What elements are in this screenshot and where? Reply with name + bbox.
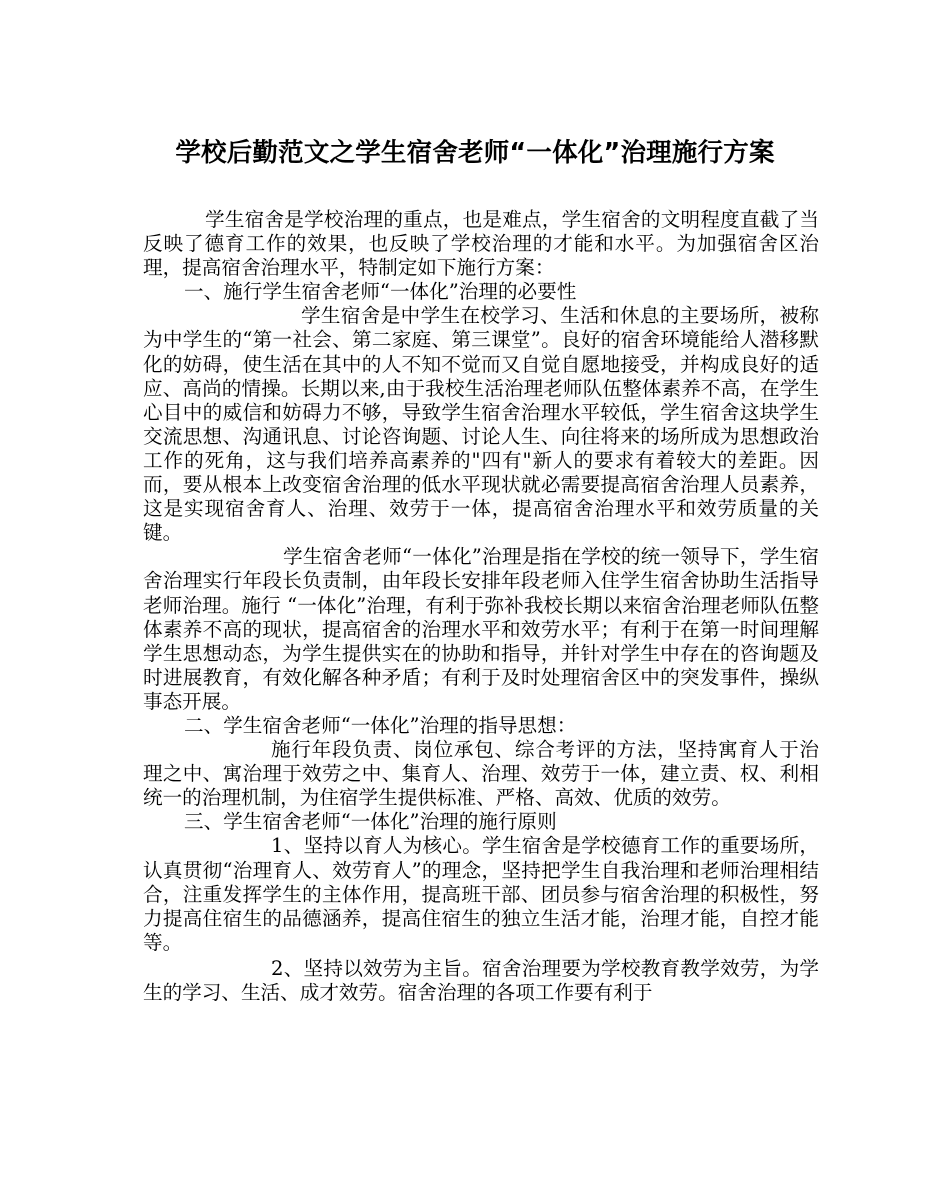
section-2-heading: 二、学生宿舍老师“一体化”治理的指导思想： [184,713,577,737]
section-1-paragraph-2: 学生宿舍老师“一体化”治理是指在学校的统一领导下，学生宿舍治理实行年段长负责制，由年段长安排年段老师入住学生宿舍协助生活指导老师治理。施行 “一体化”治理，有利于弥补我校长期以来宿舍治理老师队伍整体素养不高的现状，提高宿舍的治理水平和效劳水平；有利于在第一时间理解学生思想动态，为学生提供实在的协助和指导，并针对学生中存在的咨询题及时进展教育，有效化解各种矛盾；有利于及时处理宿舍区中的突发事件，操纵事态开展。 [143,545,819,713]
section-3-paragraph-1: 1、坚持以育人为核心。学生宿舍是学校德育工作的重要场所，认真贯彻“治理育人、效劳育人”的理念，坚持把学生自我治理和老师治理相结合，注重发挥学生的主体作用，提高班干部、团员参与宿舍治理的积极性，努力提高住宿生的品德涵养，提高住宿生的独立生活才能，治理才能，自控才能等。 [143,834,819,954]
section-2-paragraph-1: 施行年段负责、岗位承包、综合考评的方法，坚持寓育人于治理之中、寓治理于效劳之中、集育人、治理、效劳于一体，建立责、权、利相统一的治理机制，为住宿学生提供标准、严格、高效、优质的效劳。 [143,738,819,810]
document-title: 学校后勤范文之学生宿舍老师“一体化”治理施行方案 [175,138,775,168]
document-body [143,208,819,1005]
intro-paragraph: 学生宿舍是学校治理的重点，也是难点，学生宿舍的文明程度直截了当反映了德育工作的效果，也反映了学校治理的才能和水平。为加强宿舍区治理，提高宿舍治理水平，特制定如下施行方案： [143,208,819,280]
section-1-paragraph-1: 学生宿舍是中学生在校学习、生活和休息的主要场所，被称为中学生的“第一社会、第二家庭、第三课堂”。良好的宿舍环境能给人潜移默化的妨碍，使生活在其中的人不知不觉而又自觉自愿地接受，并构成良好的适应、高尚的情操。长期以来,由于我校生活治理老师队伍整体素养不高，在学生心目中的威信和妨碍力不够，导致学生宿舍治理水平较低，学生宿舍这块学生交流思想、沟通讯息、讨论咨询题、讨论人生、向往将来的场所成为思想政治工作的死角，这与我们培养高素养的"四有"新人的要求有着较大的差距。因而，要从根本上改变宿舍治理的低水平现状就必需要提高宿舍治理人员素养，这是实现宿舍育人、治理、效劳于一体，提高宿舍治理水平和效劳质量的关键。 [143,304,819,545]
section-3-heading: 三、学生宿舍老师“一体化”治理的施行原则 [184,810,557,834]
section-1-heading: 一、施行学生宿舍老师“一体化”治理的必要性 [184,280,577,304]
section-3-paragraph-2: 2、坚持以效劳为主旨。宿舍治理要为学校教育教学效劳，为学生的学习、生活、成才效劳。宿舍治理的各项工作要有利于 [143,956,819,1004]
